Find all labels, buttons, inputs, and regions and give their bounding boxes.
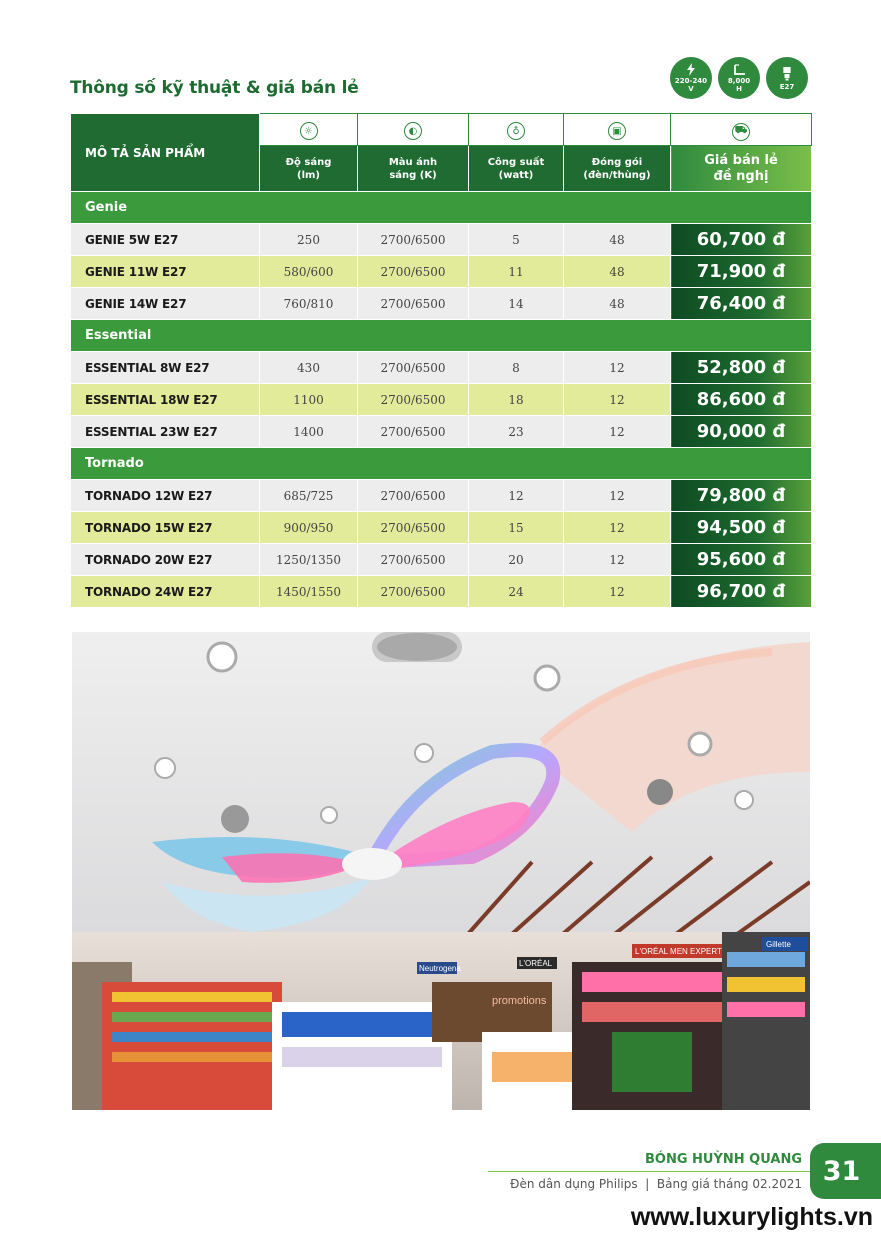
brightness-icon: ☼ — [300, 122, 318, 140]
group-row — [71, 320, 812, 352]
store-photo-illustration — [72, 632, 810, 1110]
product-name: GENIE 11W E27 — [71, 256, 260, 288]
pack-quantity-value: 12 — [564, 384, 671, 416]
lumen-value: 760/810 — [260, 288, 358, 320]
color-temperature-value: 2700/6500 — [358, 416, 469, 448]
lumen-value: 250 — [260, 224, 358, 256]
lumen-value: 900/950 — [260, 512, 358, 544]
footer-divider — [488, 1171, 810, 1172]
power-bulb-icon: ♁ — [507, 122, 525, 140]
power-header: Công suất (watt) — [469, 146, 564, 192]
color-temperature-value: 2700/6500 — [358, 544, 469, 576]
page-number: 31 — [810, 1143, 881, 1199]
wattage-value: 24 — [469, 576, 564, 608]
page-title: Thông số kỹ thuật & giá bán lẻ — [70, 78, 359, 98]
pack-quantity-value: 12 — [564, 576, 671, 608]
group-row — [71, 448, 812, 480]
retail-price-value: 96,700 đ — [671, 576, 812, 608]
wattage-value: 18 — [469, 384, 564, 416]
table-row — [71, 256, 812, 288]
product-name: ESSENTIAL 8W E27 — [71, 352, 260, 384]
product-name: TORNADO 15W E27 — [71, 512, 260, 544]
color-temperature-value: 2700/6500 — [358, 480, 469, 512]
lumen-value: 1100 — [260, 384, 358, 416]
product-description-header: MÔ TẢ SẢN PHẨM — [71, 114, 260, 192]
table-row — [71, 352, 812, 384]
group-name: Genie — [71, 192, 812, 224]
color-temperature-value: 2700/6500 — [358, 576, 469, 608]
store-interior-photo — [72, 632, 810, 1110]
lumen-value: 430 — [260, 352, 358, 384]
table-row — [71, 480, 812, 512]
group-name: Essential — [71, 320, 812, 352]
spec-price-table — [70, 113, 812, 608]
spec-badges — [670, 57, 808, 99]
cart-icon: ⛟ — [732, 123, 750, 141]
retail-price-value: 76,400 đ — [671, 288, 812, 320]
product-name: ESSENTIAL 23W E27 — [71, 416, 260, 448]
retail-price-value: 95,600 đ — [671, 544, 812, 576]
wattage-value: 11 — [469, 256, 564, 288]
footer-subtitle: Đèn dân dụng Philips | Bảng giá tháng 02.2021 — [510, 1177, 802, 1191]
group-name: Tornado — [71, 448, 812, 480]
retail-price-value: 90,000 đ — [671, 416, 812, 448]
packaging-header: Đóng gói (đèn/thùng) — [564, 146, 671, 192]
voltage-badge — [670, 57, 712, 99]
table-row — [71, 224, 812, 256]
table-row — [71, 384, 812, 416]
retail-price-value: 60,700 đ — [671, 224, 812, 256]
wattage-value: 12 — [469, 480, 564, 512]
color-temperature-header: Màu ánh sáng (K) — [358, 146, 469, 192]
cfl-bulb-icon — [781, 66, 793, 82]
color-temperature-value: 2700/6500 — [358, 512, 469, 544]
pack-quantity-value: 48 — [564, 256, 671, 288]
wattage-value: 23 — [469, 416, 564, 448]
lightning-icon — [686, 63, 696, 76]
wattage-value: 14 — [469, 288, 564, 320]
website-url: www.luxurylights.vn — [630, 1203, 873, 1231]
group-row — [71, 192, 812, 224]
wattage-value: 15 — [469, 512, 564, 544]
color-temperature-icon: ◐ — [404, 122, 422, 140]
retail-price-value: 79,800 đ — [671, 480, 812, 512]
price-header-icon-cell — [671, 114, 812, 146]
lifetime-badge — [718, 57, 760, 99]
lumen-value: 685/725 — [260, 480, 358, 512]
socket-badge — [766, 57, 808, 99]
pack-quantity-value: 48 — [564, 288, 671, 320]
product-name: TORNADO 12W E27 — [71, 480, 260, 512]
color-temperature-value: 2700/6500 — [358, 352, 469, 384]
product-name: ESSENTIAL 18W E27 — [71, 384, 260, 416]
pack-quantity-value: 12 — [564, 480, 671, 512]
color-temperature-value: 2700/6500 — [358, 384, 469, 416]
pack-quantity-value: 48 — [564, 224, 671, 256]
color-temperature-value: 2700/6500 — [358, 256, 469, 288]
footer-category: BÓNG HUỲNH QUANG — [645, 1152, 802, 1167]
wattage-value: 8 — [469, 352, 564, 384]
retail-price-header: Giá bán lẻ đề nghị — [671, 146, 812, 192]
product-name: GENIE 14W E27 — [71, 288, 260, 320]
table-row — [71, 288, 812, 320]
color-temperature-value: 2700/6500 — [358, 224, 469, 256]
pack-quantity-value: 12 — [564, 512, 671, 544]
table-row — [71, 416, 812, 448]
table-row — [71, 544, 812, 576]
wattage-value: 5 — [469, 224, 564, 256]
lumen-value: 1450/1550 — [260, 576, 358, 608]
pack-header-icon-cell — [564, 114, 671, 146]
product-name: TORNADO 20W E27 — [71, 544, 260, 576]
lumen-value: 1400 — [260, 416, 358, 448]
color-temperature-value: 2700/6500 — [358, 288, 469, 320]
lumen-value: 580/600 — [260, 256, 358, 288]
lumen-value: 1250/1350 — [260, 544, 358, 576]
product-name: TORNADO 24W E27 — [71, 576, 260, 608]
lifetime-hours-icon — [732, 64, 746, 76]
power-header-icon-cell — [469, 114, 564, 146]
package-box-icon: ▣ — [608, 122, 626, 140]
sign-gillette: Gillette — [766, 940, 791, 949]
sign-promotions: promotions — [492, 995, 547, 1007]
product-name: GENIE 5W E27 — [71, 224, 260, 256]
sign-neutrogena: Neutrogena — [419, 964, 461, 973]
sign-loreal: L'ORÉAL — [519, 959, 553, 968]
table-row — [71, 512, 812, 544]
wattage-value: 20 — [469, 544, 564, 576]
lifetime-badge-text: 8,000 H — [727, 76, 751, 93]
retail-price-value: 94,500 đ — [671, 512, 812, 544]
retail-price-value: 52,800 đ — [671, 352, 812, 384]
brightness-header: Độ sáng (lm) — [260, 146, 358, 192]
retail-price-value: 86,600 đ — [671, 384, 812, 416]
socket-badge-text: E27 — [779, 82, 795, 91]
retail-price-value: 71,900 đ — [671, 256, 812, 288]
pack-quantity-value: 12 — [564, 544, 671, 576]
brightness-header-icon-cell — [260, 114, 358, 146]
pack-quantity-value: 12 — [564, 416, 671, 448]
color-header-icon-cell — [358, 114, 469, 146]
pack-quantity-value: 12 — [564, 352, 671, 384]
sign-loreal-men-expert: L'ORÉAL MEN EXPERT — [635, 947, 722, 956]
voltage-badge-text: 220-240 V — [674, 77, 708, 93]
table-row — [71, 576, 812, 608]
